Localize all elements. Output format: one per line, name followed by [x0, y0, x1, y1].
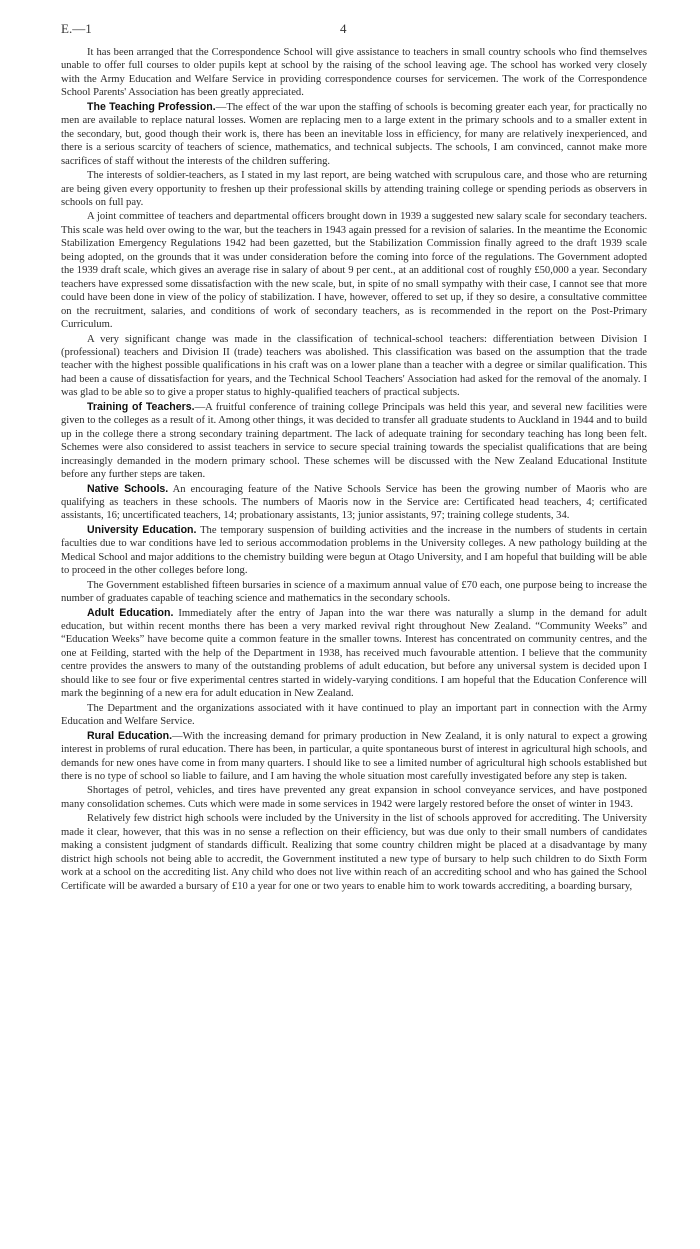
paragraph-text: A very significant change was made in the classification of technical-school teachers: differentiation between Division I (professional) teachers and Division II (trade) teachers was abolished. This classification was based on the assumption that the trade teacher with the highest possible qualifications in his craft was on a lower plane than a teacher with a degree or similar qualification. This had been a cause of dissatisfaction for years, and the Technical School Teachers' Association had asked for the removal of the anomaly. I was glad to be able so to give a proper status to highly-qualified teachers of practical subjects.: [61, 333, 647, 399]
paragraph-text: Relatively few district high schools were included by the University in the list of schools approved for accrediting. The University made it clear, however, that this was in no sense a reflection on their efficiency, but was due only to their small numbers of candidates making a consistent judgment of standards difficult. Realizing that some country children might be placed at a disadvantage by many district high schools not being able to accredit, the Government instituted a new type of bursary to help such children to do Sixth Form work at a school on the accrediting list. Any child who does not live within reach of an accrediting school and who has gained the School Certificate will be awarded a bursary of £10 a year for one or two years to enable him to work towards accrediting, a boarding bursary,: [61, 813, 647, 892]
section-heading: Native Schools.: [87, 482, 169, 495]
paragraph: [61, 524, 647, 578]
section-heading: University Education.: [87, 523, 197, 536]
paragraph: [61, 730, 647, 784]
paragraph-text: Shortages of petrol, vehicles, and tires have prevented any great expansion in school conveyance services, and have postponed many consolidation schemes. Cuts which were made in some services in 1942 were largely restored before the onset of winter in 1943.: [61, 785, 647, 810]
paragraph-text: A joint committee of teachers and departmental officers brought down in 1939 a suggested new salary scale for secondary teachers. This scale was held over owing to the war, but the teachers in 1943 again pressed for a revision of salaries. In the meantime the Economic Stabilization Emergency Regulations 1942 had been gazetted, but the Stabilization Commission finally agreed to the draft 1939 scale being adopted, on the grounds that it was under consideration before the coming into force of the regulations. The Government adopted the 1939 draft scale, which gives an average rise in salary of about 9 per cent., at an additional cost of roughly £50,000 a year. Secondary teachers have expressed some dissatisfaction with the new scale, but, in spite of no small sympathy with their case, I cannot see that more could have been done in view of the policy of stabilization. I have, however, offered to set up, if they so desire, a consultative committee on the recruitment, salaries, and conditions of work of secondary teachers, as is recommended in the report on the Post-Primary Curriculum.: [61, 211, 647, 331]
paragraph: [61, 101, 647, 168]
paragraph-text: —A fruitful conference of training college Principals was held this year, and several new facilities were given to the colleges as a result of it. Among other things, it was decided to transfer all graduate students to Auckland in 1944 and to build up in the college there a strong secondary training department. The lack of adequate training for secondary teaching has long been felt. Schemes were also considered to assist teachers in service to secure special training towards the specialist qualifications that are being increasingly demanded in the modern primary school. These schemes will be discussed with the New Zealand Educational Institute before any further steps are taken.: [61, 401, 647, 481]
paragraph-text: —With the increasing demand for primary production in New Zealand, it is only natural to expect a growing interest in problems of rural education. There has been, in particular, a quite spontaneous burst of interest in agricultural high schools, and demands for new ones have come in from many quarters. I should like to see a limited number of agricultural high schools established but there is no type of school so liable to failure, and I am having the whole situation most carefully investigated before any step is taken.: [61, 730, 647, 783]
document-reference: E.—1: [61, 21, 92, 36]
document-body: [61, 46, 647, 893]
paragraph: [61, 46, 647, 100]
paragraph: [61, 333, 647, 400]
paragraph: [61, 210, 647, 331]
paragraph-text: The Department and the organizations associated with it have continued to play an important part in connection with the Army Education and Welfare Service.: [61, 702, 647, 728]
paragraph-text: —The effect of the war upon the staffing of schools is becoming greater each year, for practically no men are available to replace natural losses. Women are replacing men to a large extent in the primary schools and to a smaller extent in the secondary, but, good though their work is, there has been an inevitable loss in efficiency, for many are relatively inexperienced, and there is a serious scarcity of teachers of science, mathematics, and technical subjects. The schools, I am convinced, cannot make more sacrifices of staff without the interests of the children suffering.: [61, 101, 647, 167]
section-heading: Training of Teachers.: [87, 400, 195, 413]
section-heading: Adult Education.: [87, 606, 174, 619]
page-header: [61, 22, 647, 44]
paragraph-text: Immediately after the entry of Japan into the war there was naturally a slump in the demand for adult education, but within recent months there has been a very marked revival right throughout New Zealand. “Community Weeks” and “Education Weeks” have become quite a common feature in the smaller towns. Interest has concentrated on community centres, and the one at Feilding, started with the help of the Department in 1938, has received much favourable attention. I believe that the community centre provides the answers to many of the outstanding problems of adult education, but before any universal system is decided upon I should like to see four or five experimental centres started in widely-varying conditions. I am hopeful that the Education Conference will mark the beginning of a new era for adult education in New Zealand.: [61, 607, 648, 700]
paragraph: [61, 607, 647, 701]
paragraph: [61, 169, 647, 209]
paragraph-text: An encouraging feature of the Native Schools Service has been the growing number of Maoris who are qualifying as teachers in these schools. The numbers of Maoris now in the Service are: Certificated head teachers, 4; certificated assistants, 16; uncertificated teachers, 14; probationary assistants, 13; junior assistants, 97; training college students, 34.: [61, 483, 647, 522]
section-heading: Rural Education.: [87, 729, 173, 742]
paragraph: [61, 784, 647, 811]
paragraph-text: The temporary suspension of building activities and the increase in the numbers of students in certain faculties due to war conditions have led to serious accommodation problems in the University colleges. A new pathology building at the Medical School and major additions to the chemistry building were begun at Otago University, and I am hopeful that building will be able to proceed in the other colleges before long.: [61, 524, 647, 577]
paragraph-text: The Government established fifteen bursaries in science of a maximum annual value of £70 each, one purpose being to increase the number of graduates capable of teaching science and mathematics in the secondary schools.: [61, 579, 647, 605]
paragraph: [61, 702, 647, 729]
paragraph-text: The interests of soldier-teachers, as I stated in my last report, are being watched with scrupulous care, and those who are returning are being given every opportunity to freshen up their professional skills by attending training college or spending periods as observers in schools on full pay.: [61, 170, 647, 208]
section-heading: The Teaching Profession.: [87, 100, 216, 113]
paragraph: [61, 579, 647, 606]
page-number: 4: [340, 21, 347, 36]
paragraph: [61, 483, 647, 523]
paragraph: [61, 812, 647, 893]
paragraph: [61, 401, 647, 482]
paragraph-text: It has been arranged that the Correspondence School will give assistance to teachers in small country schools who find themselves unable to offer full courses to older pupils kept at school by the raising of the school leaving age. The school has worked very closely with the Army Education and Welfare Service in providing correspondence courses for servicemen. The work of the Correspondence School Parents' Association has been greatly appreciated.: [61, 47, 647, 99]
